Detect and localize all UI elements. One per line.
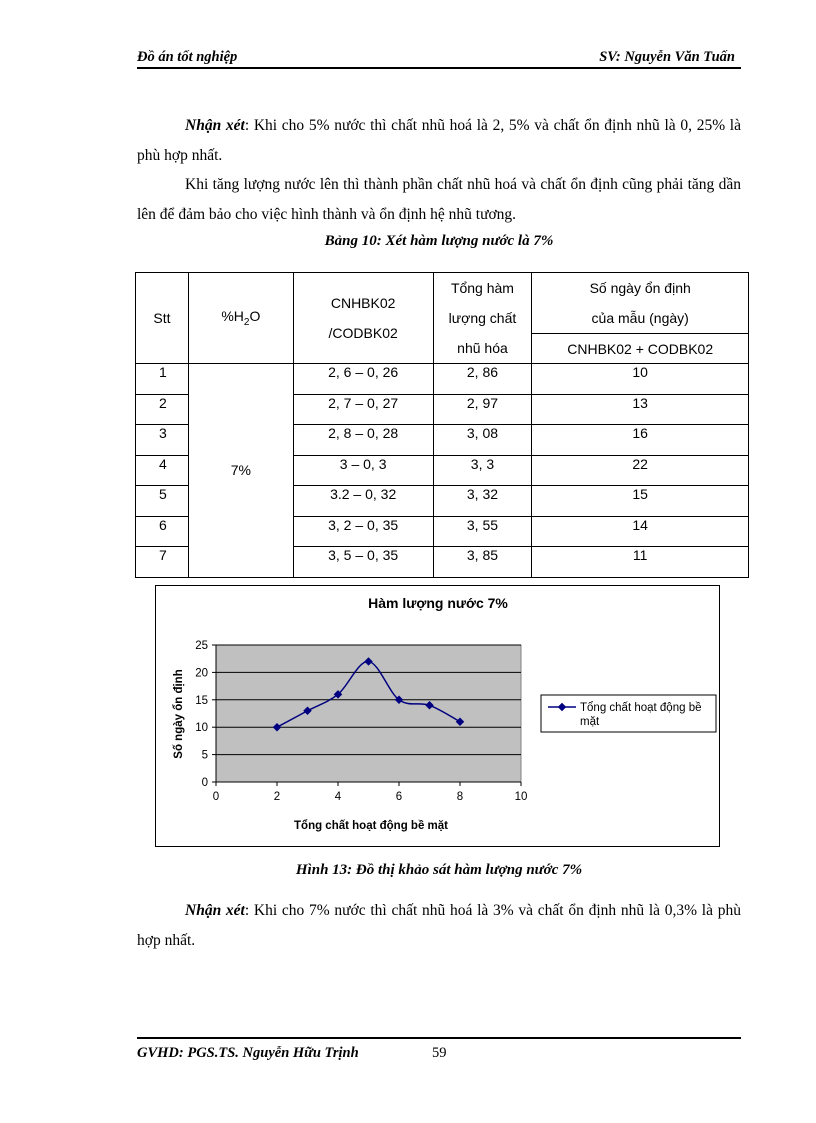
paragraph-text: Khi tăng lượng nước lên thì thành phần chất nhũ hoá và chất ổn định cũng phải tăng dần lên để đảm bảo cho việc hình thành và ổn định hệ nhũ tương. — [137, 176, 741, 223]
figure-caption: Hình 13: Đồ thị khảo sát hàm lượng nước 7% — [295, 862, 583, 878]
footer-advisor: GVHD: PGS.TS. Nguyễn Hữu Trịnh — [137, 1045, 359, 1061]
x-tick-label: 10 — [514, 791, 528, 803]
header-stt: Stt — [136, 273, 189, 364]
header-ratio: CNHBK02 /CODBK02 — [293, 273, 433, 364]
page-header — [137, 49, 741, 69]
table-row: 6 3, 2 – 0, 35 3, 55 14 — [136, 516, 749, 547]
water-cell: 7% — [188, 364, 293, 578]
remark-label: Nhận xét — [185, 902, 245, 919]
y-tick-label: 25 — [195, 640, 208, 652]
y-tick-label: 0 — [201, 777, 208, 789]
y-tick-label: 20 — [195, 667, 208, 680]
table-row: 5 3.2 – 0, 32 3, 32 15 — [136, 486, 749, 517]
y-axis-label: Số ngày ổn định — [173, 669, 185, 759]
table-row: 1 7% 2, 6 – 0, 26 2, 86 10 — [136, 364, 749, 395]
table-row: 4 3 – 0, 3 3, 3 22 — [136, 455, 749, 486]
remark-text: : Khi cho 7% nước thì chất nhũ hoá là 3% và chất ổn định nhũ là 0,3% là phù hợp nhất. — [137, 902, 741, 949]
legend-label-line1: Tổng chất hoạt động bề — [580, 702, 702, 714]
chart-title: Hàm lượng nước 7% — [368, 595, 508, 611]
remark-text: : Khi cho 5% nước thì chất nhũ hoá là 2, 5% và chất ổn định nhũ là 0, 25% là phù hợp nhất. — [137, 117, 741, 164]
y-tick-label: 5 — [201, 749, 208, 762]
x-axis-label: Tổng chất hoạt động bề mặt — [294, 820, 448, 832]
header-days: Số ngày ổn định của mẫu (ngày) — [532, 273, 749, 334]
header-days-sub: CNHBK02 + CODBK02 — [532, 334, 749, 364]
x-tick-label: 0 — [212, 791, 220, 803]
page-footer — [137, 1037, 741, 1062]
header-author: SV: Nguyễn Văn Tuấn — [599, 49, 735, 65]
data-table — [135, 272, 749, 578]
x-tick-label: 6 — [395, 791, 403, 803]
table-row: 7 3, 5 – 0, 35 3, 85 11 — [136, 547, 749, 578]
header-total: Tổng hàm lượng chất nhũ hóa — [433, 273, 532, 364]
y-tick-label: 10 — [195, 722, 208, 735]
remark-paragraph-1 — [137, 111, 741, 171]
x-tick-label: 8 — [456, 791, 464, 803]
paragraph-2 — [137, 170, 741, 230]
x-tick-label: 4 — [334, 791, 342, 803]
y-tick-label: 15 — [195, 694, 208, 707]
remark-label: Nhận xét — [185, 117, 245, 134]
legend-label-line2: mặt — [580, 716, 600, 728]
page-number: 59 — [432, 1045, 447, 1061]
line-chart — [156, 586, 721, 848]
x-tick-label: 2 — [273, 791, 281, 803]
chart-legend — [541, 695, 716, 732]
header-water: $\%H_2O$ — [188, 273, 293, 364]
chart-container — [155, 585, 720, 847]
header-left-title: Đồ án tốt nghiệp — [137, 49, 238, 65]
table-row: 2 2, 7 – 0, 27 2, 97 13 — [136, 394, 749, 425]
table-row: 3 2, 8 – 0, 28 3, 08 16 — [136, 425, 749, 456]
remark-paragraph-2 — [137, 896, 741, 956]
table-caption: Bảng 10: Xét hàm lượng nước là 7% — [324, 233, 554, 249]
